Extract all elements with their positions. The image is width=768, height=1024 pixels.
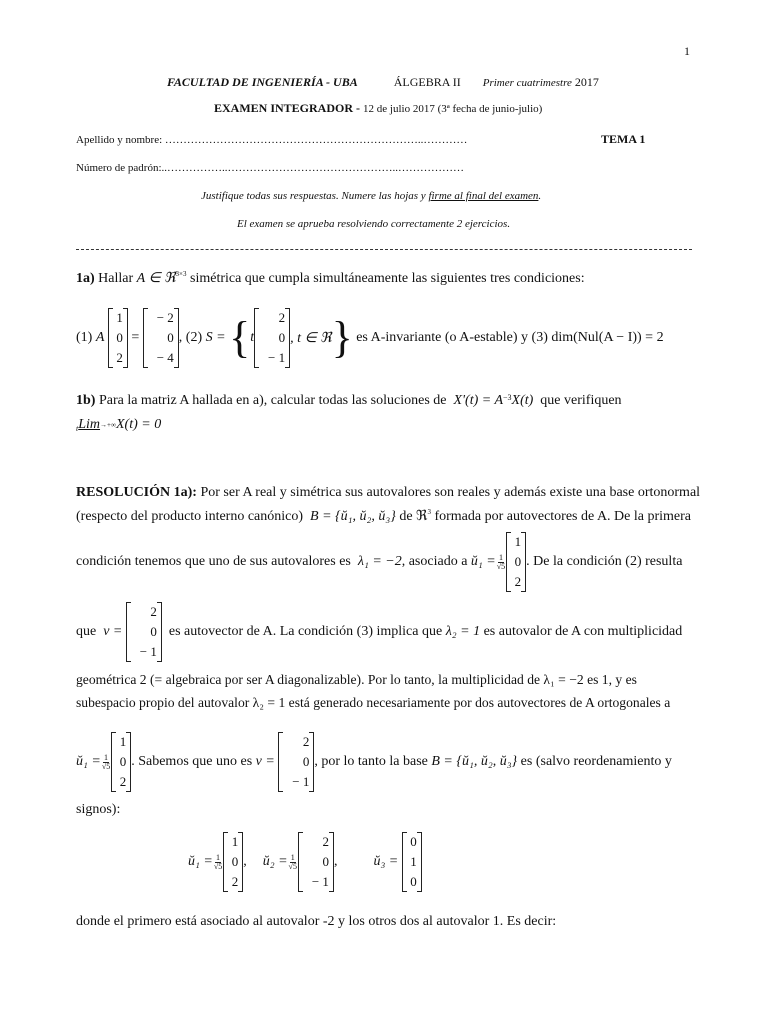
cond2-vector (254, 308, 290, 368)
instructions-text: Justifique todas sus respuestas. Numere las hojas y (201, 190, 429, 202)
lambda-1: λ₁ = −2 (357, 554, 402, 569)
cond2-text: es A-invariante (o A-estable) y (3) (356, 330, 548, 345)
resolution-text-2: (respecto del producto interno canónico) (76, 508, 304, 524)
vec-entry: 0 (322, 854, 329, 870)
vec-entry: 0 (231, 854, 239, 870)
instructions-underlined: firme al final del examen (428, 190, 539, 202)
limit-expr: X(t) = 0 (115, 417, 162, 432)
exam-header-line (167, 75, 599, 90)
cond2-S: S = (205, 330, 226, 345)
resolution-text-4: que (76, 624, 97, 639)
basis-u3-vector (402, 832, 422, 892)
vec-entry: 2 (231, 874, 239, 890)
vec-entry: 2 (514, 574, 522, 590)
vec-entry: 2 (116, 350, 123, 366)
vec-entry: − 1 (139, 644, 157, 660)
cond2-t: t (250, 330, 255, 345)
problem-1a-statement (76, 270, 585, 287)
vec-entry: 1 (116, 310, 123, 326)
vec-entry: − 2 (156, 310, 174, 326)
basis-B-2: B = {ŭ₁, ŭ₂, ŭ₃} (431, 754, 518, 769)
resolution-text-6: subespacio propio del autovalor λ₂ = 1 está generado necesariamente por dos autovectores de A ortogonales a (76, 695, 671, 710)
vec-entry: 0 (150, 624, 157, 640)
vec-entry: 0 (278, 330, 286, 346)
vec-entry: − 4 (156, 350, 174, 366)
cond1-label: (1) (76, 330, 93, 345)
problem-1a-text-pre: Hallar (98, 270, 134, 286)
basis-sep: , (243, 854, 247, 869)
vec-entry: 2 (278, 310, 286, 326)
resolution-text-3: condición tenemos que uno de sus autovalores es (76, 554, 351, 569)
resolution-text-3b: , asociado a (401, 554, 468, 569)
vec-entry: 2 (119, 774, 127, 790)
cond1-vector (108, 308, 128, 368)
page-number: 1 (684, 44, 690, 58)
vec-entry: 1 (514, 534, 522, 550)
vec-entry: 0 (410, 874, 417, 890)
resolution-text-2b: formada por autovectores de A. De la primera (434, 508, 692, 524)
u1-vector-2 (111, 732, 131, 792)
problem-1b-text: Para la matriz A hallada en a), calcular todas las soluciones de (98, 393, 447, 408)
resolution-text-5: geométrica 2 (= algebraica por ser A diagonalizable). Por lo tanto, la multiplicidad de λ₁ = −2 es 1, y es (76, 672, 637, 687)
problem-1a-set: A ∈ ℜ (136, 271, 176, 286)
basis-exp: 3 (427, 508, 431, 516)
limit-var: t (76, 424, 79, 433)
problem-1a-label: 1a) (76, 270, 95, 286)
resolution-line-1 (76, 485, 700, 501)
resolution-line-8 (76, 802, 120, 818)
basis-u3-label: ŭ₃ = (373, 854, 399, 869)
fraction-1-sqrt5 (289, 854, 297, 871)
frac-num: 1 (104, 752, 109, 762)
resolution-final-text: donde el primero está asociado al autovalor -2 y los otros dos al autovalor 1. Es decir: (76, 914, 557, 929)
frac-den: √5 (496, 561, 506, 571)
v-vector (126, 602, 162, 662)
cond3-expr: dim(Nul(A − I)) = 2 (551, 330, 664, 345)
ode-expression: X'(t) = A (453, 393, 504, 408)
resolution-text-3c: . De la condición (2) resulta (526, 554, 683, 569)
approval-note: El examen se aprueba resolviendo correctamente 2 ejercicios. (237, 218, 511, 230)
problem-1a-text-post: simétrica que cumpla simultáneamente las siguientes tres condiciones: (190, 270, 585, 286)
cond1-result-vector (143, 308, 179, 368)
u1-label: ŭ₁ = (470, 554, 496, 569)
name-field: Apellido y nombre: ……………………………………………………………..………… (76, 134, 468, 146)
year: 2017 (574, 75, 599, 89)
basis-u2-label: ŭ₂ = (262, 854, 288, 869)
vec-entry: 1 (410, 854, 417, 870)
vec-entry: 0 (119, 754, 127, 770)
resolution-text-4c: es autovalor de A con multiplicidad (483, 624, 683, 639)
faculty-name: FACULTAD DE INGENIERÍA - UBA (167, 75, 358, 89)
ode-rhs: X(t) (511, 393, 534, 408)
u1-label-2: ŭ₁ = (76, 754, 101, 769)
problem-1b-statement (76, 393, 622, 409)
cond2-label: , (2) (178, 330, 203, 345)
vec-entry: 0 (116, 330, 123, 346)
instructions (201, 190, 541, 202)
vec-entry: 2 (302, 734, 310, 750)
frac-num: 1 (290, 852, 295, 862)
v-label-2: v = (255, 754, 275, 769)
resolution-line-5 (76, 672, 637, 688)
vec-entry: 0 (514, 554, 522, 570)
resolution-final-line (76, 914, 556, 930)
vec-entry: − 1 (311, 874, 329, 890)
resolution-line-3 (76, 530, 682, 594)
vec-entry: − 1 (292, 774, 310, 790)
basis-vectors (188, 830, 422, 894)
frac-den: √5 (213, 861, 223, 871)
problem-1a-set-exp: 3×3 (175, 270, 187, 278)
resolution-line-7 (76, 730, 672, 794)
limit-word: Lim (78, 417, 101, 432)
resolution-title: RESOLUCIÓN 1a): (76, 485, 197, 500)
vec-entry: − 1 (268, 350, 286, 366)
fraction-1-sqrt5 (214, 854, 222, 871)
frac-den: √5 (288, 861, 297, 871)
vec-entry: 0 (410, 834, 417, 850)
resolution-line-4 (76, 600, 682, 664)
fraction-1-sqrt5 (497, 554, 505, 571)
resolution-text-8: signos): (76, 802, 121, 817)
lambda-2: λ₂ = 1 (445, 624, 481, 639)
exam-title-line (214, 101, 542, 116)
padron-field: Número de padrón:..……………..………………………………………..……………… (76, 162, 465, 174)
u1-vector (506, 532, 526, 592)
cond1-matrix-A: A (95, 330, 105, 345)
tema-label: TEMA 1 (601, 132, 646, 146)
exam-date: 12 de julio 2017 (3ª fecha de junio-julio) (363, 103, 543, 115)
basis-u1-label: ŭ₁ = (188, 854, 213, 869)
vec-entry: 0 (167, 330, 174, 346)
basis-B: B = {ŭ₁, ŭ₂, ŭ₃} (310, 508, 396, 524)
basis-de: de ℜ (399, 509, 428, 524)
frac-den: √5 (101, 761, 111, 771)
resolution-line-6 (76, 695, 670, 711)
course-name: ÁLGEBRA II (393, 75, 461, 89)
vec-entry: 1 (231, 834, 239, 850)
vec-entry: 0 (302, 754, 310, 770)
resolution-text-7b: , por lo tanto la base (314, 754, 428, 769)
limit-condition (76, 417, 161, 433)
right-brace: } (331, 313, 353, 362)
v-vector-2 (278, 732, 314, 792)
cond1-equals: = (131, 330, 140, 345)
basis-u2-vector (298, 832, 334, 892)
cond2-domain: , t ∈ ℜ (290, 330, 332, 346)
frac-num: 1 (216, 852, 221, 862)
v-label: v = (103, 624, 123, 639)
problem-1b-label: 1b) (76, 393, 96, 408)
separator-line (76, 249, 692, 250)
frac-num: 1 (498, 552, 503, 562)
basis-sep: , (333, 854, 338, 869)
instructions-end: . (538, 190, 542, 202)
problem-1b-text-post: que verifiquen (540, 393, 622, 408)
limit-sub: →+∞ (100, 421, 116, 429)
resolution-line-2 (76, 508, 691, 525)
resolution-text-1: Por ser A real y simétrica sus autovalores son reales y además existe una base ortonormal (200, 485, 701, 500)
vec-entry: 2 (322, 834, 329, 850)
term: Primer cuatrimestre (482, 77, 572, 89)
vec-entry: 2 (150, 604, 157, 620)
resolution-text-7: . Sabemos que uno es (131, 754, 253, 769)
ode-exponent: −3 (503, 393, 512, 402)
problem-1a-conditions (76, 306, 664, 370)
exam-title: EXAMEN INTEGRADOR - (214, 101, 361, 115)
resolution-text-4b: es autovector de A. La condición (3) implica que (168, 624, 443, 639)
basis-u1-vector (223, 832, 243, 892)
resolution-text-7c: es (salvo reordenamiento y (520, 754, 672, 769)
left-brace: { (229, 313, 251, 362)
vec-entry: 1 (119, 734, 127, 750)
fraction-1-sqrt5 (102, 754, 110, 771)
